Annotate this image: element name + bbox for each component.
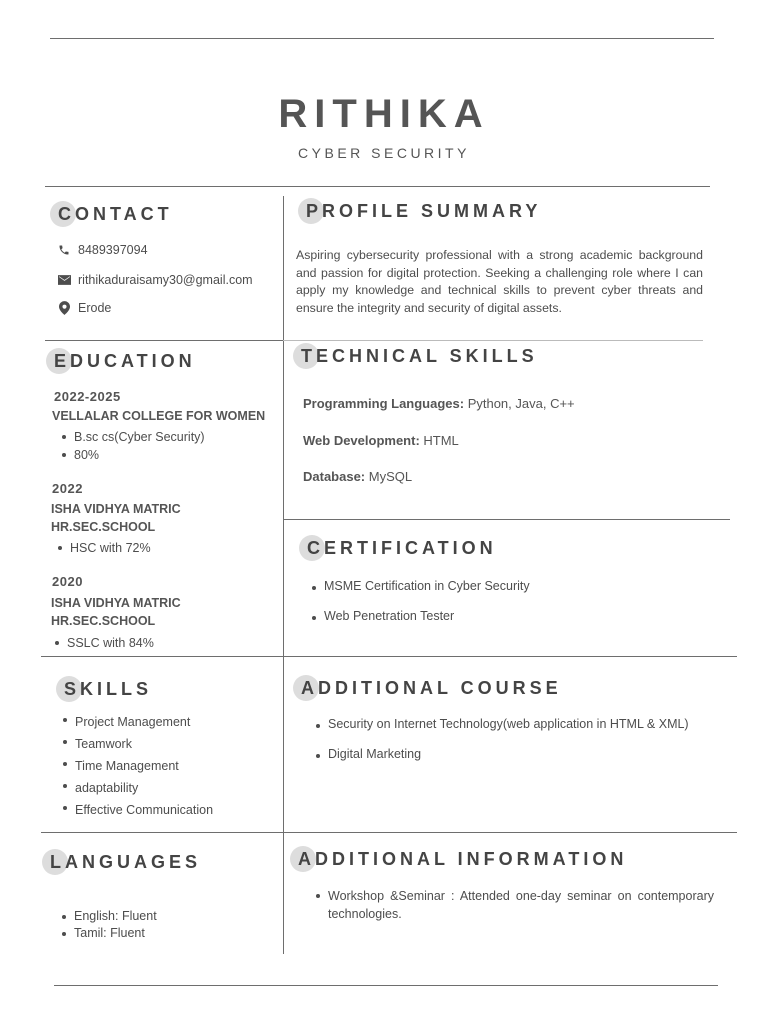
additional-information-heading: ADDITIONAL INFORMATION xyxy=(298,849,627,870)
education-details xyxy=(58,539,151,557)
location-text: Erode xyxy=(78,301,112,315)
technical-skills-heading: TECHNICAL SKILLS xyxy=(301,346,538,367)
list-item: Effective Communication xyxy=(63,799,213,821)
list-item: HSC with 72% xyxy=(58,539,151,557)
education-year: 2020 xyxy=(52,574,83,589)
education-school: VELLALAR COLLEGE FOR WOMEN xyxy=(52,409,266,423)
row-divider-tech xyxy=(283,519,730,520)
top-rule xyxy=(50,38,714,39)
education-details xyxy=(62,428,205,464)
tech-skill-row xyxy=(303,396,575,411)
list-item: 80% xyxy=(62,446,205,464)
skills-list xyxy=(63,711,213,821)
bottom-rule xyxy=(54,985,718,986)
education-school: ISHA VIDHYA MATRIC HR.SEC.SCHOOL xyxy=(51,596,181,628)
profile-summary-heading: PROFILE SUMMARY xyxy=(306,201,541,222)
row-divider-lower xyxy=(41,832,737,833)
resume-name: RITHIKA xyxy=(278,92,490,136)
tech-skill-row xyxy=(303,469,412,484)
languages-heading: LANGUAGES xyxy=(50,852,201,873)
tech-skill-value: MySQL xyxy=(365,469,413,484)
mail-icon xyxy=(56,275,72,285)
additional-course-heading: ADDITIONAL COURSE xyxy=(301,678,562,699)
contact-phone xyxy=(56,243,148,257)
education-year: 2022 xyxy=(52,481,83,496)
list-item: MSME Certification in Cyber Security xyxy=(312,579,530,593)
row-divider-contact xyxy=(45,340,283,341)
list-item: Teamwork xyxy=(63,733,213,755)
tech-skill-row xyxy=(303,433,459,448)
list-item: Tamil: Fluent xyxy=(62,925,157,942)
additional-information-list xyxy=(316,887,714,923)
list-item: Security on Internet Technology(web application in HTML & XML) xyxy=(316,717,689,731)
certification-heading: CERTIFICATION xyxy=(307,538,497,559)
tech-skill-value: Python, Java, C++ xyxy=(464,396,575,411)
education-school: ISHA VIDHYA MATRIC HR.SEC.SCHOOL xyxy=(51,502,181,534)
list-item: SSLC with 84% xyxy=(55,634,154,652)
contact-heading: CONTACT xyxy=(58,204,173,225)
profile-summary-text: Aspiring cybersecurity professional with a strong academic background and passion for digital protection. Seeking a challenging role where I can apply my knowledge and technical skills to prevent cyber threats and ensure the integrity and security of digital assets. xyxy=(296,248,703,315)
list-item: Digital Marketing xyxy=(316,747,689,761)
languages-list xyxy=(62,908,157,942)
contact-email xyxy=(56,273,253,287)
list-item: B.sc cs(Cyber Security) xyxy=(62,428,205,446)
contact-location xyxy=(56,301,111,315)
tech-skill-label: Programming Languages: xyxy=(303,396,465,411)
email-address: rithikaduraisamy30@gmail.com xyxy=(78,273,253,287)
certification-list xyxy=(312,579,530,623)
additional-course-list xyxy=(316,717,689,761)
education-heading: EDUCATION xyxy=(54,351,196,372)
tech-skill-label: Web Development: xyxy=(303,433,420,448)
row-divider-mid xyxy=(41,656,737,657)
education-details xyxy=(55,634,154,652)
row-divider-summary xyxy=(283,340,703,341)
header-divider xyxy=(45,186,710,187)
list-item: English: Fluent xyxy=(62,908,157,925)
tech-skill-label: Database: xyxy=(303,469,366,484)
phone-number: 8489397094 xyxy=(78,243,148,257)
education-year: 2022-2025 xyxy=(54,389,121,404)
list-item: Time Management xyxy=(63,755,213,777)
list-item: adaptability xyxy=(63,777,213,799)
tech-skill-value: HTML xyxy=(419,433,459,448)
list-item: Project Management xyxy=(63,711,213,733)
location-pin-icon xyxy=(56,301,72,315)
resume-title: CYBER SECURITY xyxy=(298,145,470,161)
list-item: Web Penetration Tester xyxy=(312,609,530,623)
skills-heading: SKILLS xyxy=(64,679,152,700)
column-divider xyxy=(283,196,284,954)
phone-icon xyxy=(56,244,72,256)
list-item: Workshop &Seminar : Attended one-day seminar on contemporary technologies. xyxy=(316,887,714,923)
